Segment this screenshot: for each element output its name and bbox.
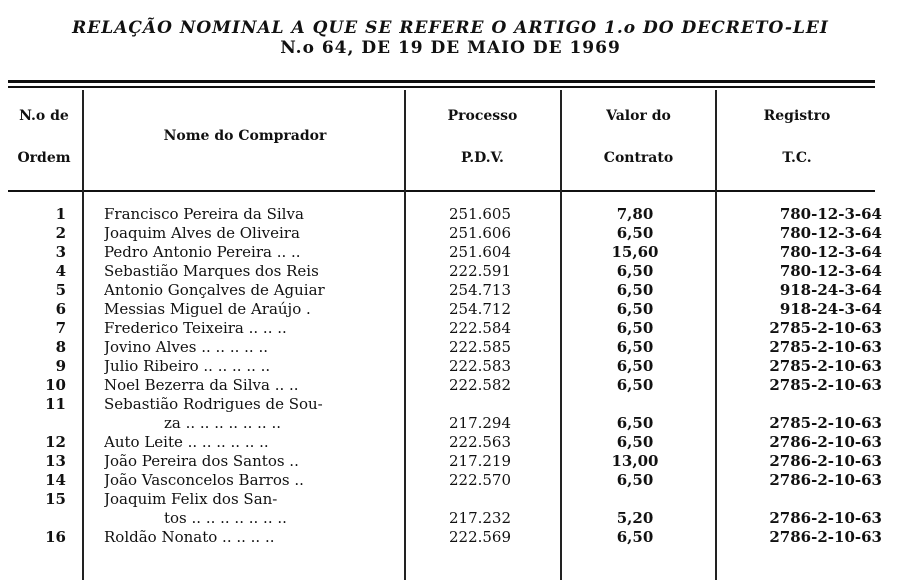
cell-valor: 6,50 <box>616 300 654 318</box>
cell-valor: 6,50 <box>616 433 654 451</box>
cell-registro: 2786-2-10-63 <box>769 509 882 527</box>
cell-ordem: 10 <box>45 376 66 394</box>
cell-nome-line1: Joaquim Felix dos San- <box>104 490 278 508</box>
cell-nome: Julio Ribeiro .. .. .. .. .. <box>104 357 271 375</box>
cell-valor: 6,50 <box>616 376 654 394</box>
cell-ordem: 15 <box>45 490 66 508</box>
cell-ordem: 6 <box>55 300 66 318</box>
cell-ordem: 1 <box>55 205 66 223</box>
cell-nome <box>104 490 394 528</box>
table-row <box>0 281 901 300</box>
cell-valor: 7,80 <box>616 205 654 223</box>
cell-processo: 222.569 <box>448 528 512 546</box>
cell-processo: 251.606 <box>448 224 512 242</box>
cell-valor: 15,60 <box>611 243 659 261</box>
table-row <box>0 471 901 490</box>
cell-nome: Messias Miguel de Araújo . <box>104 300 311 318</box>
cell-nome: Joaquim Alves de Oliveira <box>104 224 300 242</box>
cell-nome: Antonio Gonçalves de Aguiar <box>104 281 325 299</box>
cell-processo: 222.585 <box>448 338 512 356</box>
cell-registro: 918-24-3-64 <box>779 281 882 299</box>
cell-nome-line2: za .. .. .. .. .. .. .. <box>164 414 281 432</box>
cell-ordem: 11 <box>45 395 66 413</box>
cell-registro: 780-12-3-64 <box>779 243 882 261</box>
cell-processo: 222.591 <box>448 262 512 280</box>
cell-nome <box>104 395 394 433</box>
cell-registro: 2785-2-10-63 <box>769 414 882 432</box>
table-row <box>0 224 901 243</box>
cell-nome: Francisco Pereira da Silva <box>104 205 304 223</box>
cell-processo: 217.232 <box>448 509 512 527</box>
cell-processo: 254.713 <box>448 281 512 299</box>
cell-registro: 2786-2-10-63 <box>769 528 882 546</box>
table-row <box>0 490 901 528</box>
header-ordem-line2: Ordem <box>17 150 71 166</box>
header-valor-line1: Valor do <box>606 108 671 124</box>
table-row <box>0 452 901 471</box>
cell-valor: 6,50 <box>616 357 654 375</box>
cell-valor: 6,50 <box>616 281 654 299</box>
cell-registro: 2786-2-10-63 <box>769 471 882 489</box>
cell-processo: 222.570 <box>448 471 512 489</box>
cell-ordem: 2 <box>55 224 66 242</box>
table-row <box>0 376 901 395</box>
cell-processo: 222.584 <box>448 319 512 337</box>
cell-valor: 6,50 <box>616 224 654 242</box>
cell-valor: 6,50 <box>616 262 654 280</box>
document-title-line2: N.o 64, DE 19 DE MAIO DE 1969 <box>280 38 621 58</box>
cell-nome: Roldão Nonato .. .. .. .. <box>104 528 275 546</box>
table-row <box>0 338 901 357</box>
cell-ordem: 16 <box>45 528 66 546</box>
top-rule-thick <box>8 80 875 83</box>
table-row <box>0 205 901 224</box>
cell-processo: 251.604 <box>448 243 512 261</box>
cell-processo: 217.219 <box>448 452 512 470</box>
header-nome: Nome do Comprador <box>163 128 327 144</box>
cell-ordem: 9 <box>55 357 66 375</box>
document-title-line1: RELAÇÃO NOMINAL A QUE SE REFERE O ARTIGO 1.o DO DECRETO-LEI <box>72 18 829 38</box>
cell-processo: 222.563 <box>448 433 512 451</box>
cell-nome: João Vasconcelos Barros .. <box>104 471 304 489</box>
cell-processo: 222.582 <box>448 376 512 394</box>
table-row <box>0 262 901 281</box>
table-body <box>0 205 901 547</box>
cell-valor: 6,50 <box>616 414 654 432</box>
cell-ordem: 8 <box>55 338 66 356</box>
cell-valor: 6,50 <box>616 319 654 337</box>
cell-nome: Sebastião Marques dos Reis <box>104 262 319 280</box>
cell-nome-line2: tos .. .. .. .. .. .. .. <box>164 509 287 527</box>
table-row <box>0 528 901 547</box>
cell-processo: 254.712 <box>448 300 512 318</box>
cell-registro: 780-12-3-64 <box>779 224 882 242</box>
cell-valor: 6,50 <box>616 528 654 546</box>
header-valor-line2: Contrato <box>603 150 674 166</box>
cell-registro: 2786-2-10-63 <box>769 452 882 470</box>
cell-processo: 217.294 <box>448 414 512 432</box>
header-processo-line1: Processo <box>447 108 518 124</box>
cell-registro: 780-12-3-64 <box>779 262 882 280</box>
table-row <box>0 300 901 319</box>
cell-valor: 5,20 <box>616 509 654 527</box>
header-processo-line2: P.D.V. <box>461 150 504 166</box>
cell-nome: João Pereira dos Santos .. <box>104 452 299 470</box>
cell-registro: 2786-2-10-63 <box>769 433 882 451</box>
cell-registro: 780-12-3-64 <box>779 205 882 223</box>
cell-registro: 2785-2-10-63 <box>769 376 882 394</box>
cell-registro: 2785-2-10-63 <box>769 357 882 375</box>
cell-processo: 251.605 <box>448 205 512 223</box>
cell-nome: Noel Bezerra da Silva .. .. <box>104 376 299 394</box>
cell-ordem: 4 <box>55 262 66 280</box>
cell-nome: Auto Leite .. .. .. .. .. .. <box>104 433 269 451</box>
cell-ordem: 13 <box>45 452 66 470</box>
header-registro-line2: T.C. <box>782 150 812 166</box>
table-row <box>0 243 901 262</box>
cell-processo: 222.583 <box>448 357 512 375</box>
top-rule-thin <box>8 86 875 88</box>
cell-registro: 918-24-3-64 <box>779 300 882 318</box>
header-bottom-rule <box>8 190 875 192</box>
table-row <box>0 433 901 452</box>
header-ordem-line1: N.o de <box>19 108 69 124</box>
cell-valor: 6,50 <box>616 338 654 356</box>
cell-nome: Jovino Alves .. .. .. .. .. <box>104 338 268 356</box>
cell-ordem: 3 <box>55 243 66 261</box>
cell-ordem: 12 <box>45 433 66 451</box>
cell-ordem: 7 <box>55 319 66 337</box>
cell-ordem: 14 <box>45 471 66 489</box>
header-registro-line1: Registro <box>763 108 831 124</box>
table-row <box>0 319 901 338</box>
cell-nome: Pedro Antonio Pereira .. .. <box>104 243 301 261</box>
cell-registro: 2785-2-10-63 <box>769 319 882 337</box>
cell-valor: 13,00 <box>611 452 659 470</box>
table-row <box>0 357 901 376</box>
cell-nome: Frederico Teixeira .. .. .. <box>104 319 287 337</box>
table-row <box>0 395 901 433</box>
cell-nome-line1: Sebastião Rodrigues de Sou- <box>104 395 323 413</box>
cell-ordem: 5 <box>55 281 66 299</box>
cell-registro: 2785-2-10-63 <box>769 338 882 356</box>
cell-valor: 6,50 <box>616 471 654 489</box>
